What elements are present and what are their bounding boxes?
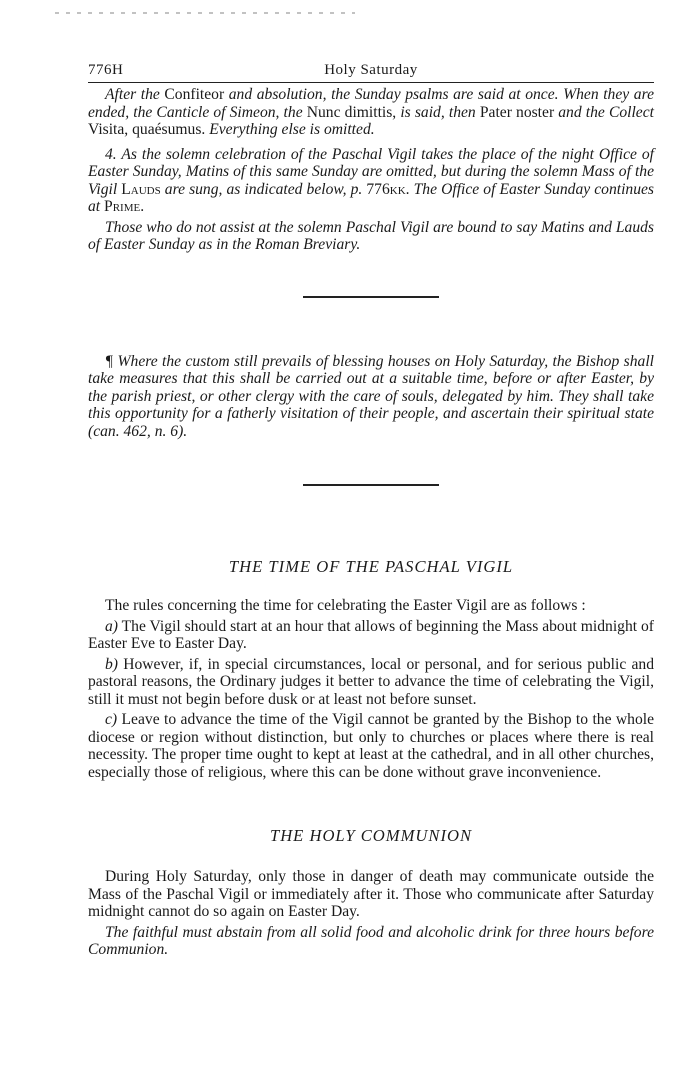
text-run: are sung, as indicated below, p. — [160, 180, 367, 198]
section-heading-holy-communion: THE HOLY COMMUNION — [269, 826, 473, 845]
communion-fast-rule: The faithful must abstain from all solid food and alcoholic drink for three hours before Communion. — [88, 923, 654, 958]
rule-label: a) — [105, 617, 118, 635]
text-run: is said, then — [396, 103, 480, 121]
section-divider — [303, 296, 439, 298]
section-heading-paschal-vigil: THE TIME OF THE PASCHAL VIGIL — [228, 557, 514, 576]
text-run: Those who do not assist at the solemn Paschal Vigil are bound to say Matins and Lauds of Easter Sunday as in the Roman Breviary. — [88, 218, 654, 253]
text-run: Visita, quaésumus. — [88, 121, 206, 138]
rule-text: The Vigil should start at an hour that allows of beginning the Mass about midnight of Easter Eve to Easter Day. — [88, 617, 654, 652]
text-run: and absolution, the Sunday psalms are said at once. When they are ended, the Canticle of Simeon, the — [88, 86, 654, 121]
rule-item-c — [88, 711, 654, 781]
text-run: The Office of Easter Sunday continues at — [88, 180, 654, 215]
text-run: and the Collect — [554, 103, 654, 121]
text-run: Confiteor — [164, 86, 225, 103]
rule-item-b — [88, 656, 654, 709]
text-run: 776kk. — [366, 180, 410, 198]
text-run: Lauds — [121, 180, 161, 198]
scan-artifact — [55, 12, 355, 14]
text-run: Everything else is omitted. — [205, 121, 375, 138]
rule-label: b) — [105, 655, 118, 673]
text-run: Prime. — [104, 198, 145, 215]
rubric-paschal-vigil-office — [88, 146, 654, 216]
text-run: Pater noster — [479, 103, 555, 121]
communion-rule: During Holy Saturday, only those in danger of death may communicate outside the Mass of the Paschal Vigil or immediately after it. Those who communicate after Saturday midnight cannot do so again on Easter Day. — [88, 868, 654, 920]
rubric-confiteor — [88, 86, 654, 139]
rule-label: c) — [105, 711, 118, 728]
page — [88, 62, 654, 959]
rule-item-a — [88, 618, 654, 653]
text-run: After the — [105, 86, 165, 103]
page-number: 776H — [88, 62, 124, 78]
running-title: Holy Saturday — [324, 62, 418, 78]
blessing-houses-note: ¶ Where the custom still prevails of blessing houses on Holy Saturday, the Bishop shall take measures that this shall be carried out at a suitable time, before or after Easter, by the parish priest, or other clergy with the care of souls, delegated by him. They shall take this opportunity for a fatherly visitation of their people, and ascertain their spiritual state (can. 462, n. 6). — [88, 352, 654, 440]
text-run: Nunc dimittis, — [306, 103, 397, 121]
rule-text: However, if, in special circumstances, local or personal, and for serious public and pastoral reasons, the Ordinary judges it better to advance the time of celebrating the Vigil, still it must not begin before dusk or at least not before sunset. — [88, 655, 654, 708]
section-divider — [303, 484, 439, 486]
paschal-vigil-intro: The rules concerning the time for celebrating the Easter Vigil are as follows : — [105, 597, 586, 614]
text-run: 4. As the solemn celebration of the Paschal Vigil takes the place of the night Office of Easter Sunday, Matins of this same Sunday are omitted, but during the solemn Mass of the Vigil — [88, 145, 654, 198]
rule-text: Leave to advance the time of the Vigil cannot be granted by the Bishop to the whole diocese or region without distinction, but only to churches or places where there is real necessity. The proper time ought to kept at least at the cathedral, and in all other churches, especially those of religious, where this can be done without grave inconvenience. — [88, 711, 654, 781]
rubric-matins-lauds — [88, 219, 654, 254]
running-head — [88, 62, 654, 83]
